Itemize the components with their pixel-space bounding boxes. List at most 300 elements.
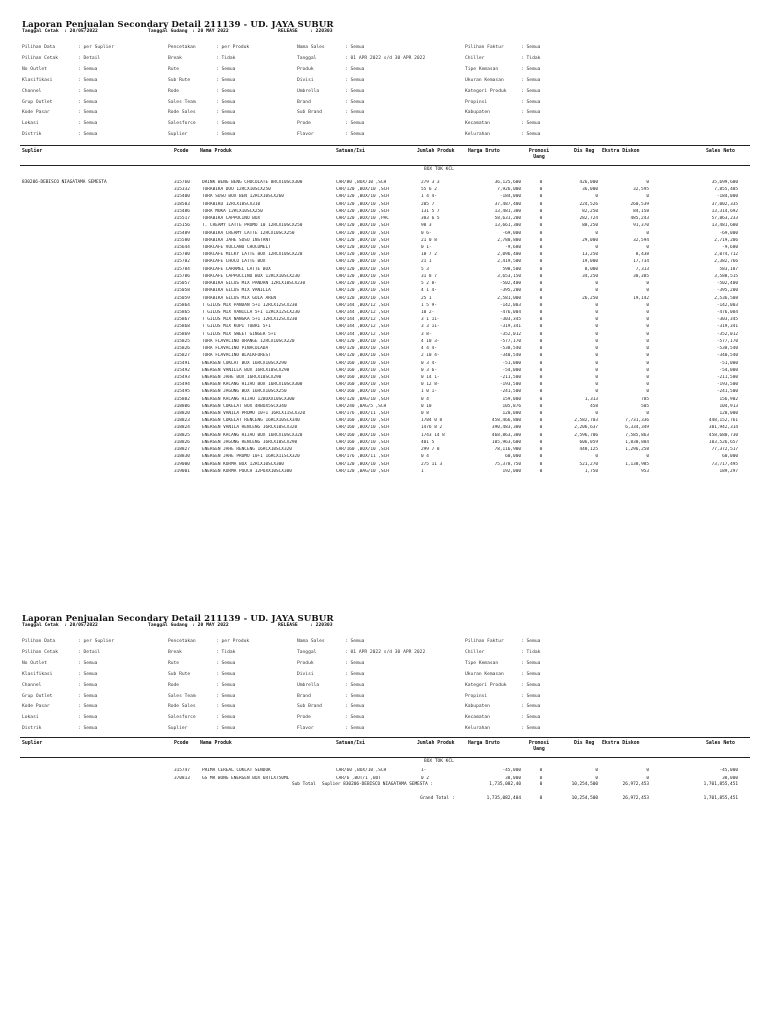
extra-discount: 0 [646,194,649,200]
gross-price: -184,000 [499,194,521,200]
filter-value: : Semua [521,88,541,94]
extra-discount: 0 [646,317,649,323]
promo-value: 0 [539,208,543,214]
promo-value: 0 [539,259,543,265]
filter-label: Salesforce [168,715,196,721]
regular-discount: 36,000 [582,187,598,193]
regular-discount: 224,526 [579,201,598,207]
filter-label: Rode [168,88,180,94]
quantity: 4 10 3- [421,338,440,344]
extra-discount: 505 [641,403,649,409]
subtotal-disc-reg: 10,254,500 [571,782,598,787]
quantity: 131 5 7 [421,208,440,214]
col-supplier: Suplier [22,741,43,746]
product-name: TORACAFE CAPPUCCINO BOX 12RCX10SCX230 [202,273,300,279]
unit: CAR/144 ,BOX/12 ,SCH [336,317,389,323]
quantity: 0 8 [421,411,429,417]
quantity: 3 8- [421,331,432,337]
filter-label: Break [168,649,182,655]
regular-discount: 2,206,637 [574,425,598,431]
promo-value: 0 [539,468,543,474]
filter-value: : 01 APR 2022 s/d 30 APR 2022 [345,649,426,655]
product-name: TORACAFE CHOCO LATTE BOX [202,259,266,265]
table-row [0,216,768,223]
filter-label: Kode Pasar [22,110,50,116]
net-sales: 3,588,515 [714,273,738,279]
promo-value: 0 [539,302,543,308]
promo-value: 0 [539,447,543,453]
filter-label: Lokasi [22,121,39,127]
unit: CAR/160 ,BOX/10 ,SCH [336,447,389,453]
report-title: Laporan Penjualan Secondary Detail 211139 - UD. JAYA SUBUR [22,614,334,624]
quantity: 1476 8 2 [421,425,443,431]
subtotal-promo: 0 [539,782,543,787]
table-row [0,411,768,418]
release-label: RELEASE [278,623,298,628]
net-sales: 583,187 [719,266,738,272]
unit: CAR/160 ,BOX/10 ,SCH [336,389,389,395]
extra-discount: 0 [646,180,649,185]
quantity: 401 5 [421,439,435,445]
extra-discount: 6,334,349 [625,425,649,431]
net-sales: -352,012 [716,331,738,337]
filter-label: Rute [168,660,180,666]
net-sales: 7,855,405 [714,187,738,193]
filter-row [0,639,768,647]
filter-value: : Semua [345,88,365,94]
gross-price: 192,000 [502,468,521,474]
unit: CAR/120 ,BOX/10 ,SCH [336,346,389,352]
promo-value: 0 [539,432,543,438]
product-name: TORABIKA GILUS MIX PANDAN 12RCX10SCX230 [202,281,306,287]
report-subtitle [0,623,768,631]
filter-row [0,110,768,118]
filter-label: Chiller [465,649,485,655]
regular-discount: 13,250 [582,252,598,258]
net-sales: -303,345 [716,317,738,323]
quantity: 275 11 3 [421,461,443,467]
table-row [0,404,768,411]
filter-label: Flavor [297,132,314,138]
unit: CAR/176 ,BOX/11 ,SCH [336,411,389,417]
filter-label: Propinsi [465,693,488,699]
filter-value: : Semua [521,77,541,83]
gross-price: 2,096,400 [497,252,521,258]
extra-discount: 0 [646,288,649,294]
filter-label: Pilihan Data [22,45,56,50]
regular-discount: 0 [595,411,598,417]
filter-label: Prode [297,715,311,721]
filter-label: No Outlet [22,66,47,72]
net-sales: 2,719,206 [714,237,738,243]
filter-label: Tipe Kemasan [465,66,499,72]
unit: CAR/176 ,BOX/11 ,SCH [336,454,389,460]
unit: CAR/120 ,BOX/10 ,SCH [336,201,389,207]
promo-value: 0 [539,418,543,424]
regular-discount: 0 [595,768,598,773]
extra-discount: 0 [646,360,649,366]
filter-value: : Detail [78,649,101,655]
product-name: DRINK BENG BENG CHOCOLATE 8RCX10SCX300 [202,180,303,185]
table-header [0,741,768,757]
unit: CAR/240 ,BAG/5 ,SCH [336,403,387,409]
filter-label: Pilihan Cetak [22,55,58,61]
quantity: 25 1 [421,295,432,301]
col-qty: Jumlah Produk [417,149,455,154]
table-row [0,238,768,245]
table-row [0,433,768,440]
net-sales: 381,942,314 [708,425,738,431]
product-name: PRIMA CEREAL COKLAT SENDOK [202,768,271,773]
filter-value: : Semua [78,99,98,105]
filter-label: Kecamatan [465,121,490,127]
unit: CAR/60 ,BOX/10 ,SCH [336,768,387,773]
regular-discount: 0 [595,338,598,344]
promo-value: 0 [539,281,543,287]
filter-value: : Semua [345,132,365,138]
unit: CAR/120 ,BOX/10 ,PAC [336,216,389,222]
filter-value: : Semua [78,682,98,688]
extra-discount: 0 [646,302,649,308]
filter-label: Sales Team [168,99,196,105]
promo-value: 0 [539,201,543,207]
unit: CAR/120 ,BAG/10 ,SCH [336,468,389,474]
grand-total-sales-net: 1,701,855,451 [703,796,738,801]
extra-discount: 953 [641,468,649,474]
filter-value: : Tidak [216,55,236,61]
filter-label: Lokasi [22,715,39,721]
gross-price: 38,000 [505,775,521,781]
table-row [0,310,768,317]
gross-price: -476,004 [499,309,521,315]
product-code: 315332 [174,187,190,193]
gross-price: 13,481,300 [494,208,521,214]
extra-discount: 0 [646,230,649,236]
regular-discount: 0 [595,353,598,359]
regular-discount: 521,270 [579,461,598,467]
product-name: ENERGEN KACANG HIJAU 12BOXX10SCX300 [202,396,295,402]
table-row [0,389,768,396]
extra-discount: 0 [646,768,649,773]
filter-value: : Semua [345,45,365,50]
product-code: 315517 [174,216,190,222]
regular-discount: 1,313 [584,396,598,402]
quantity: 3 3 11- [421,324,440,330]
filter-label: Sub Brand [297,704,322,710]
unit: CAR/120 ,BOX/10 ,SCH [336,244,389,250]
table-row [0,447,768,454]
unit: CAR/120 ,BOX/10 ,SCH [336,281,389,287]
regular-discount: 0 [595,374,598,380]
subtotal-disc-extra: 26,972,453 [622,782,649,787]
filter-label: Brand [297,99,311,105]
extra-discount: 0 [646,367,649,373]
promo-value: 0 [539,768,543,773]
filter-label: Rode [168,682,180,688]
product-name: ENERGEN KURMA POUCH 12POXX10SCX300 [202,468,292,474]
extra-discount: 8,438 [635,252,649,258]
net-sales: -241,500 [716,389,738,395]
gross-price: 598,500 [502,266,521,272]
unit: CAR/160 ,BOX/10 ,SCH [336,418,389,424]
col-sales-net: Sales Neto [706,741,735,746]
extra-discount: 0 [646,389,649,395]
product-code: 315057 [174,281,190,287]
promo-value: 0 [539,317,543,323]
col-promo: Promosi Uang [528,741,550,752]
filter-label: Sales Team [168,693,196,699]
filter-row [0,661,768,669]
promo-value: 0 [539,194,543,200]
regular-discount: 0 [595,317,598,323]
filter-row [0,100,768,108]
warehouse-date-label: Tanggal Gudang [148,623,188,628]
promo-value: 0 [539,273,543,279]
filter-label: Suplier [168,726,188,732]
gross-price: 468,863,300 [491,432,521,438]
filter-value: : Semua [521,99,541,105]
table-row [0,180,768,187]
table-row [0,361,768,368]
quantity: 1 4 4- [421,194,437,200]
filter-value: : Semua [78,726,98,732]
filter-value: : Semua [216,121,236,127]
grand-total-label: Grand Total [420,796,450,801]
filter-value: : Semua [216,110,236,116]
net-sales: -184,000 [716,194,738,200]
table-row [0,317,768,324]
gross-price: -340,540 [499,353,521,359]
net-sales: -54,000 [719,367,738,373]
filter-value: : Semua [345,726,365,732]
header-top-rule [20,145,750,146]
extra-discount: 0 [646,353,649,359]
table-row [0,303,768,310]
extra-discount: 30,385 [633,273,649,279]
filter-label: Salesforce [168,121,196,127]
filter-row [0,715,768,723]
quantity: 3 1 11- [421,317,440,323]
promo-value: 0 [539,237,543,243]
quantity: 1- [421,768,427,773]
filter-label: Grup Outlet [22,693,53,699]
filter-value: : Semua [216,660,236,666]
unit: CAR/120 ,BOX/10 ,SCH [336,208,389,214]
product-code: 315494 [174,382,190,388]
filter-value: : Semua [521,66,541,72]
table-row [0,462,768,469]
promo-value: 0 [539,223,543,229]
extra-discount: 1,138,985 [625,461,649,467]
quantity: 1 5 9- [421,302,437,308]
grand-total-disc-reg: 10,254,500 [571,796,598,801]
extra-discount: 0 [646,324,649,330]
product-name: GS MR BONG ENERGEN BOX 6RTLX750ML [202,775,290,781]
product-name: ENERGEN KURMA BOX 12RCX10SCX300 [202,461,284,467]
net-sales: 104,913 [719,403,738,409]
filter-label: Propinsi [465,99,488,105]
quantity: 299 7 8 [421,447,440,453]
quantity: 0 3 4- [421,360,437,366]
filter-label: Sub Rute [168,77,191,83]
filter-label: Rute [168,66,180,72]
net-sales: -51,000 [719,360,738,366]
extra-discount: 785 [641,396,649,402]
filter-value: : Semua [78,704,98,710]
filter-label: Channel [22,682,42,688]
extra-discount: 1,296,258 [625,447,649,453]
release-value: : 220303 [310,29,333,34]
net-sales: 2,074,712 [714,252,738,258]
net-sales: -340,540 [716,353,738,359]
report-title: Laporan Penjualan Secondary Detail 211139 - UD. JAYA SUBUR [22,20,334,30]
filter-value: : Semua [521,660,541,666]
filter-row [0,67,768,75]
promo-value: 0 [539,230,543,236]
product-code: 315644 [174,244,190,250]
col-unit: Satuan/Isi [336,741,365,746]
filter-label: Klasifikasi [22,671,53,677]
net-sales: -45,000 [719,768,738,773]
gross-price: 37,487,400 [494,201,521,207]
gross-price: -538,540 [499,346,521,352]
net-sales: -538,540 [716,346,738,352]
product-code: 315495 [174,389,190,395]
product-name: ENERGEN VANILA PROMO 10+1 16RCX11SCX320 [202,411,306,417]
product-code: 315059 [174,295,190,301]
filter-value: : Semua [216,682,236,688]
quantity: 1 0 1- [421,389,437,395]
gross-price: 13,661,300 [494,223,521,229]
net-sales: -577,170 [716,338,738,344]
regular-discount: 8,000 [584,266,598,272]
product-name: ENERGEN KACANG HIJAU BOX 16RCX10SCX300 [202,382,303,388]
product-name: TORA FLAVACINO ORANGE 12RCX10SCX220 [202,338,295,344]
net-sales: 37,002,335 [711,201,738,207]
col-bruto: Harga Bruto [468,149,500,154]
product-name: TORA SUSU BOX BEN 12RCX10SCX260 [202,194,284,200]
filter-label: Ukuran Kemasan [465,77,504,83]
net-sales: 189,297 [719,468,738,474]
table-row [0,353,768,360]
extra-discount: 84,158 [633,208,649,214]
table-row [0,245,768,252]
net-sales: 120,000 [719,411,738,417]
regular-discount: 606,059 [579,439,598,445]
gross-price: 2,581,000 [497,295,521,301]
table-row [0,454,768,461]
filter-value: : Semua [78,660,98,666]
regular-discount: 88,250 [582,223,598,229]
quantity: 0 4 [421,454,429,460]
filter-value: : Semua [216,726,236,732]
filter-value: : Tidak [521,649,541,655]
filter-row [0,704,768,712]
product-name: ENERGEN COKELAT BOX 4RBOX5SCX340 [202,403,287,409]
gross-price: 3,653,150 [497,273,521,279]
regular-discount: 0 [595,367,598,373]
unit: CAR/120 ,BOX/10 ,SCH [336,252,389,258]
promo-value: 0 [539,266,543,272]
regular-discount: 34,250 [582,273,598,279]
net-sales: 2,536,508 [714,295,738,301]
regular-discount: 0 [595,389,598,395]
extra-discount: 0 [646,338,649,344]
regular-discount: 0 [595,346,598,352]
promo-value: 0 [539,403,543,409]
product-name: TORABIKA GILUS MIX GULA AREN [202,295,277,301]
regular-discount: 19,000 [582,259,598,265]
filter-label: Break [168,55,182,61]
qty-subheader: BOX TOK KCL [424,167,454,172]
regular-discount: 0 [595,194,598,200]
filter-value: : Semua [521,682,541,688]
promo-value: 0 [539,288,543,294]
product-code: 315058 [174,288,190,294]
filter-row [0,694,768,702]
table-row [0,397,768,404]
promo-value: 0 [539,216,543,222]
regular-discount: 0 [595,302,598,308]
product-code: 315865 [174,309,190,315]
regular-discount: 2,596,706 [574,432,598,438]
promo-value: 0 [539,346,543,352]
unit: CAR/120 ,BOX/10 ,SCH [336,288,389,294]
net-sales: 60,000 [722,454,738,460]
unit: CAR/120 ,BOX/10 ,SCH [336,273,389,279]
gross-price: 2,780,800 [497,237,521,243]
filter-value: : Tidak [216,649,236,655]
filter-value: : Semua [345,639,365,644]
filter-label: Kecamatan [465,715,490,721]
product-code: 315400 [174,194,190,200]
promo-value: 0 [539,461,543,467]
product-name: TORA FLAVACINO PINACOLADA [202,346,269,352]
product-code: 315782 [174,259,190,265]
net-sales: 13,314,692 [711,208,738,214]
filter-row [0,121,768,129]
table-row [0,425,768,432]
gross-price: 75,378,750 [494,461,521,467]
gross-price: 58,631,200 [494,216,521,222]
filter-value: : Semua [78,121,98,127]
product-code: 315492 [174,367,190,373]
regular-discount: 29,000 [582,237,598,243]
gross-price: 60,000 [505,454,521,460]
extra-discount: 0 [646,374,649,380]
product-code: 319001 [174,468,190,474]
table-row [0,194,768,201]
product-code: 315780 [174,252,190,258]
product-code: 318820 [174,411,190,417]
net-sales: 103,526,657 [708,439,738,445]
regular-discount: 0 [595,281,598,287]
table-row [0,375,768,382]
promo-value: 0 [539,252,543,258]
product-name: ENERGEN JAHE BOX 16RCX10SCX290 [202,374,282,380]
quantity: 279 3 3 [421,180,440,185]
gross-price: -577,170 [499,338,521,344]
filter-label: Kelurahan [465,132,490,138]
product-code: 318503 [174,201,190,207]
table-row [0,382,768,389]
filter-value: : Semua [521,704,541,710]
unit: CAR/160 ,BOX/10 ,SCH [336,367,389,373]
promo-value: 0 [539,187,543,193]
filter-label: Pencetakan [168,639,196,644]
filter-value: : Semua [78,715,98,721]
report-subtitle [0,29,768,37]
